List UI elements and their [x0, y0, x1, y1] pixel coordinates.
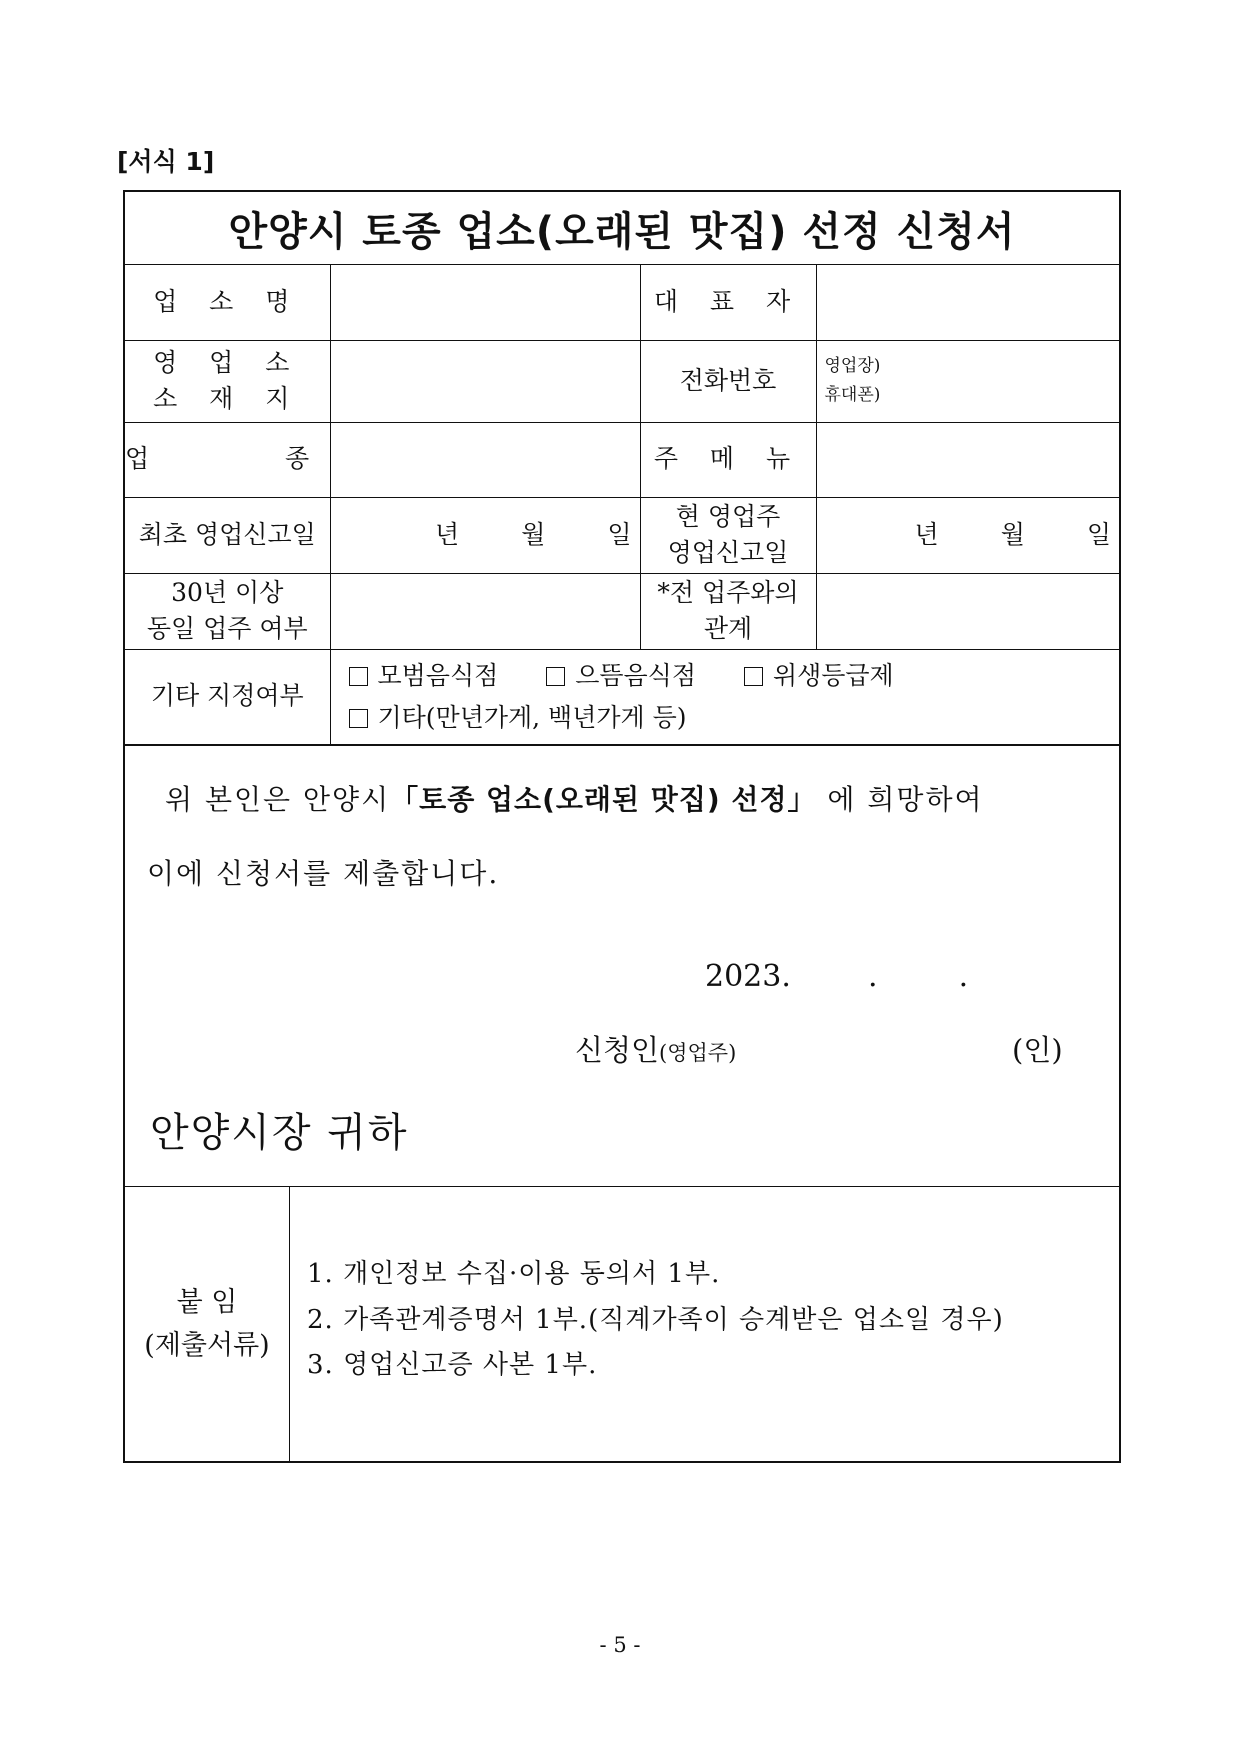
main-menu-input[interactable]: [816, 422, 1119, 497]
checkbox-model-restaurant[interactable]: [349, 655, 499, 696]
main-menu-label: 주 메 뉴: [640, 422, 816, 497]
category-input[interactable]: [330, 422, 640, 497]
location-label-line1: 영 업 소: [153, 347, 302, 377]
attachments-label: [125, 1187, 290, 1461]
attachment-item: 3. 영업신고증 사본 1부.: [307, 1350, 598, 1380]
relation-input[interactable]: [816, 573, 1119, 649]
statement-line-2: 이에 신청서를 제출합니다.: [147, 857, 500, 890]
current-owner-line2: 영업신고일: [667, 538, 789, 567]
attachments-list: [307, 1252, 1004, 1389]
checkbox-box[interactable]: [744, 667, 763, 686]
info-table: [125, 264, 1119, 745]
checkbox-label: 기타(만년가게, 백년가게 등): [377, 702, 687, 732]
row-location: [125, 340, 1119, 422]
representative-label: 대 표 자: [640, 264, 816, 340]
application-statement: [125, 745, 1119, 1187]
attachment-item: 2. 가족관계증명서 1부.(직계가족이 승계받은 업소일 경우): [307, 1304, 1004, 1335]
checkbox-best-restaurant[interactable]: [546, 655, 696, 696]
form-number-label: [서식 1]: [117, 147, 215, 176]
first-report-date-label: 최초 영업신고일: [125, 497, 330, 573]
relation-line2: 관계: [703, 614, 753, 643]
form-title: 안양시 토종 업소(오래된 맛집) 선정 신청서: [125, 192, 1119, 265]
location-label-line2: 소 재 지: [153, 384, 302, 413]
statement-suffix: 에 희망하여: [827, 783, 984, 816]
category-label: 업 종: [125, 422, 330, 497]
same-business-line2: 동일 업주 여부: [146, 614, 308, 643]
checkbox-box[interactable]: [546, 667, 565, 686]
business-name-input[interactable]: [330, 264, 640, 340]
first-report-date-input[interactable]: [330, 497, 640, 573]
attachments-label-line2: (제출서류): [144, 1330, 270, 1361]
applicant-role: (영업주): [659, 1041, 737, 1065]
application-form: [123, 190, 1121, 1463]
month-text: 월: [521, 519, 546, 549]
location-label: [125, 340, 330, 422]
other-designation-label: 기타 지정여부: [125, 649, 330, 744]
addressee: 안양시장 귀하: [150, 1110, 409, 1156]
row-report-date: [125, 497, 1119, 573]
checkbox-box[interactable]: [349, 709, 368, 728]
month-text: 월: [1000, 519, 1025, 549]
current-owner-line1: 현 영업주: [675, 501, 781, 531]
applicant-label: [575, 1028, 736, 1069]
checkbox-box[interactable]: [349, 667, 368, 686]
designation-options: [330, 649, 1119, 744]
row-business-name: [125, 264, 1119, 340]
phone-mobile-label: 휴대폰): [824, 385, 881, 405]
phone-input[interactable]: [816, 340, 1119, 422]
checkbox-label: 위생등급제: [772, 661, 894, 691]
row-same-business: [125, 573, 1119, 649]
checkbox-hygiene-grade[interactable]: [744, 655, 894, 696]
day-text: 일: [607, 519, 632, 549]
application-date[interactable]: [705, 959, 968, 994]
representative-input[interactable]: [816, 264, 1119, 340]
current-owner-report-label: [640, 497, 816, 573]
row-category: [125, 422, 1119, 497]
phone-label: 전화번호: [640, 340, 816, 422]
attachment-item: 1. 개인정보 수집·이용 동의서 1부.: [307, 1259, 721, 1289]
date-year: 2023.: [705, 959, 791, 994]
date-dot-day: .: [958, 959, 969, 994]
statement-program-name: 「토종 업소(오래된 맛집) 선정」: [390, 783, 817, 816]
relation-label: [640, 573, 816, 649]
checkbox-label: 모범음식점: [377, 661, 499, 691]
location-input[interactable]: [330, 340, 640, 422]
checkbox-other[interactable]: [349, 697, 687, 738]
page-number: - 5 -: [599, 1633, 641, 1657]
year-text: 년: [435, 519, 460, 549]
statement-line-1: [165, 778, 984, 818]
date-dot-month: .: [867, 959, 878, 994]
same-business-line1: 30년 이상: [171, 577, 284, 607]
phone-business-label: 영업장): [824, 356, 881, 377]
seal-mark[interactable]: (인): [1012, 1033, 1063, 1067]
year-text: 년: [914, 519, 939, 549]
current-owner-report-input[interactable]: [816, 497, 1119, 573]
attachments-section: [125, 1187, 1119, 1461]
checkbox-label: 으뜸음식점: [575, 661, 696, 691]
statement-prefix: 위 본인은 안양시: [165, 783, 391, 816]
day-text: 일: [1086, 519, 1111, 549]
attachments-label-line1: 붙 임: [176, 1286, 238, 1318]
same-business-input[interactable]: [330, 573, 640, 649]
row-other-designation: [125, 649, 1119, 744]
applicant-text: 신청인: [575, 1033, 660, 1067]
business-name-label: 업 소 명: [125, 264, 330, 340]
same-business-label: [125, 573, 330, 649]
relation-line1: *전 업주와의: [657, 577, 799, 607]
